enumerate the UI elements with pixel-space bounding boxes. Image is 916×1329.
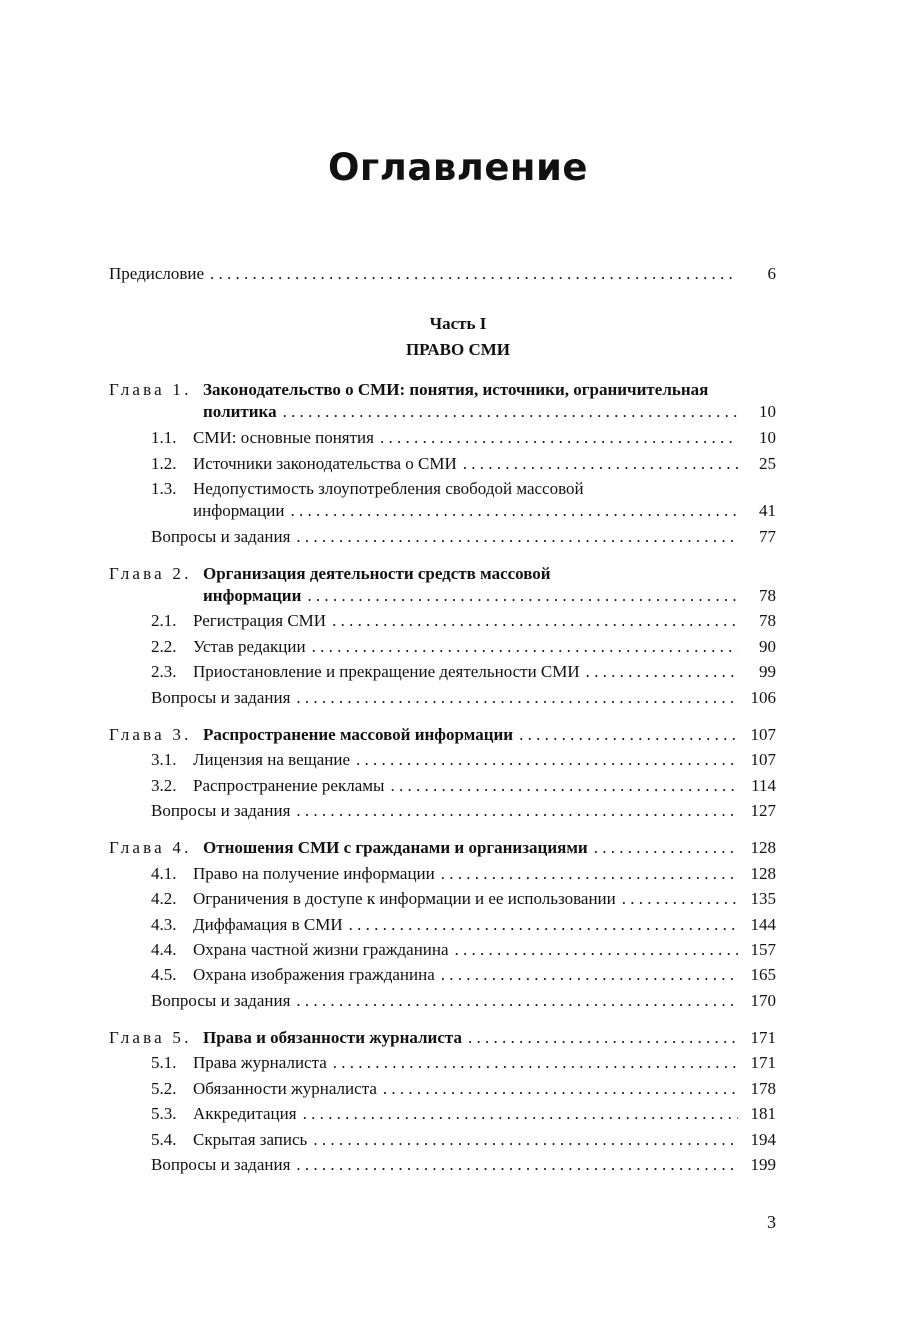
- chapter-3-heading[interactable]: [109, 723, 776, 747]
- toc-section[interactable]: [109, 887, 776, 911]
- chapter-1-heading[interactable]: [109, 378, 776, 402]
- toc-section[interactable]: [109, 426, 776, 450]
- part-label: Часть I: [429, 314, 487, 333]
- dot-leader: [307, 584, 738, 608]
- section-title: Скрытая запись: [193, 1130, 308, 1149]
- toc-section[interactable]: [109, 1128, 776, 1152]
- section-title: Устав редакции: [193, 637, 306, 656]
- chapter-1-heading-cont[interactable]: [109, 400, 776, 424]
- section-num: 5.2.: [151, 1079, 177, 1098]
- dot-leader: [594, 836, 738, 860]
- entry-page: 90: [759, 637, 776, 656]
- entry-page: 144: [750, 915, 776, 934]
- section-num: 4.4.: [151, 940, 177, 959]
- part-title: ПРАВО СМИ: [405, 340, 511, 359]
- dot-leader: [313, 1128, 738, 1152]
- section-num: 4.3.: [151, 915, 177, 934]
- dot-leader: [210, 262, 738, 286]
- chapter-title: Законодательство о СМИ: понятия, источники, ограничительная: [203, 380, 709, 399]
- dot-leader: [296, 989, 738, 1013]
- chapter-label: Глава 3.: [109, 725, 192, 744]
- entry-page: 128: [750, 838, 776, 857]
- section-title: Ограничения в доступе к информации и ее использовании: [193, 889, 616, 908]
- entry-page: 128: [750, 864, 776, 883]
- section-title: Право на получение информации: [193, 864, 435, 883]
- toc-questions[interactable]: [109, 1153, 776, 1177]
- entry-page: 114: [751, 776, 776, 795]
- questions-title: Вопросы и задания: [151, 1155, 291, 1174]
- section-title: Диффамация в СМИ: [193, 915, 343, 934]
- section-num: 4.5.: [151, 965, 177, 984]
- dot-leader: [455, 938, 738, 962]
- questions-title: Вопросы и задания: [151, 688, 291, 707]
- toc-section[interactable]: [109, 1077, 776, 1101]
- entry-page: 171: [750, 1028, 776, 1047]
- dot-leader: [333, 1051, 738, 1075]
- chapter-2-heading[interactable]: [109, 562, 776, 586]
- dot-leader: [441, 862, 738, 886]
- chapter-title: Права и обязанности журналиста: [203, 1028, 462, 1047]
- dot-leader: [349, 913, 738, 937]
- dot-leader: [296, 799, 738, 823]
- entry-page: 25: [759, 454, 776, 473]
- section-num: 2.3.: [151, 662, 177, 681]
- chapter-label: Глава 2.: [109, 564, 192, 583]
- chapter-title-cont: информации: [203, 586, 302, 605]
- entry-page: 106: [750, 688, 776, 707]
- section-title: Лицензия на вещание: [193, 750, 350, 769]
- entry-page: 171: [750, 1053, 776, 1072]
- section-title: СМИ: основные понятия: [193, 428, 374, 447]
- toc-questions[interactable]: [109, 799, 776, 823]
- section-num: 5.1.: [151, 1053, 177, 1072]
- toc-section[interactable]: [109, 913, 776, 937]
- entry-page: 181: [750, 1104, 776, 1123]
- toc-section[interactable]: [109, 862, 776, 886]
- entry-page: 194: [750, 1130, 776, 1149]
- section-title: Регистрация СМИ: [193, 611, 327, 630]
- dot-leader: [468, 1026, 738, 1050]
- toc-section[interactable]: [109, 774, 776, 798]
- chapter-4-heading[interactable]: [109, 836, 776, 860]
- section-num: 5.3.: [151, 1104, 177, 1123]
- dot-leader: [303, 1102, 738, 1126]
- entry-page: 78: [759, 586, 776, 605]
- chapter-title: Отношения СМИ с гражданами и организациями: [203, 838, 588, 857]
- section-title: Распространение рекламы: [193, 776, 385, 795]
- entry-page: 165: [750, 965, 776, 984]
- toc-questions[interactable]: [109, 525, 776, 549]
- section-title: Обязанности журналиста: [193, 1079, 377, 1098]
- entry-page: 10: [759, 428, 776, 447]
- dot-leader: [622, 887, 738, 911]
- dot-leader: [441, 963, 738, 987]
- chapter-5-heading[interactable]: [109, 1026, 776, 1050]
- dot-leader: [312, 635, 738, 659]
- toc-section[interactable]: [109, 477, 776, 501]
- dot-leader: [390, 774, 738, 798]
- section-title: Охрана изображения гражданина: [193, 965, 435, 984]
- dot-leader: [296, 686, 738, 710]
- entry-page: 107: [750, 750, 776, 769]
- toc-section-cont[interactable]: [109, 499, 776, 523]
- chapter-label: Глава 4.: [109, 838, 192, 857]
- chapter-2-heading-cont[interactable]: [109, 584, 776, 608]
- dot-leader: [296, 1153, 738, 1177]
- dot-leader: [380, 426, 738, 450]
- section-num: 3.1.: [151, 750, 177, 769]
- section-title: Приостановление и прекращение деятельности СМИ: [193, 662, 580, 681]
- section-num: 1.1.: [151, 428, 177, 447]
- section-title: Права журналиста: [193, 1053, 327, 1072]
- toc-section[interactable]: [109, 1051, 776, 1075]
- dot-leader: [519, 723, 738, 747]
- entry-title: Предисловие: [109, 264, 205, 283]
- toc-section[interactable]: [109, 609, 776, 633]
- section-title: Недопустимость злоупотребления свободой массовой: [193, 479, 584, 498]
- section-num: 1.3.: [151, 479, 177, 498]
- chapter-label: Глава 5.: [109, 1028, 192, 1047]
- toc-section[interactable]: [109, 963, 776, 987]
- section-num: 5.4.: [151, 1130, 177, 1149]
- section-num: 2.1.: [151, 611, 177, 630]
- toc-section[interactable]: [109, 1102, 776, 1126]
- entry-page: 178: [750, 1079, 776, 1098]
- section-title: Аккредитация: [193, 1104, 297, 1123]
- dot-leader: [356, 748, 738, 772]
- chapter-title-cont: политика: [203, 402, 277, 421]
- chapter-title: Распространение массовой информации: [203, 725, 514, 744]
- chapter-label: Глава 1.: [109, 380, 192, 399]
- toc-section[interactable]: [109, 938, 776, 962]
- chapter-title: Организация деятельности средств массовой: [203, 564, 551, 583]
- entry-page: 41: [759, 501, 776, 520]
- questions-title: Вопросы и задания: [151, 527, 291, 546]
- entry-page: 157: [750, 940, 776, 959]
- entry-page: 78: [759, 611, 776, 630]
- section-title-cont: информации: [193, 501, 285, 520]
- page-number: 3: [767, 1212, 776, 1232]
- entry-page: 6: [767, 264, 776, 283]
- toc-section[interactable]: [109, 748, 776, 772]
- entry-page: 107: [750, 725, 776, 744]
- page-title: Оглавление: [327, 146, 589, 189]
- dot-leader: [290, 499, 738, 523]
- section-num: 3.2.: [151, 776, 177, 795]
- entry-page: 135: [750, 889, 776, 908]
- section-num: 2.2.: [151, 637, 177, 656]
- toc-questions[interactable]: [109, 686, 776, 710]
- section-num: 1.2.: [151, 454, 177, 473]
- toc-questions[interactable]: [109, 989, 776, 1013]
- questions-title: Вопросы и задания: [151, 991, 291, 1010]
- dot-leader: [463, 452, 738, 476]
- questions-title: Вопросы и задания: [151, 801, 291, 820]
- toc-section[interactable]: [109, 635, 776, 659]
- dot-leader: [283, 400, 738, 424]
- dot-leader: [383, 1077, 738, 1101]
- entry-page: 10: [759, 402, 776, 421]
- entry-page: 99: [759, 662, 776, 681]
- entry-page: 199: [750, 1155, 776, 1174]
- section-num: 4.1.: [151, 864, 177, 883]
- toc-entry-preface[interactable]: [109, 262, 776, 286]
- toc-section[interactable]: [109, 660, 776, 684]
- section-title: Источники законодательства о СМИ: [193, 454, 457, 473]
- dot-leader: [296, 525, 738, 549]
- section-num: 4.2.: [151, 889, 177, 908]
- dot-leader: [332, 609, 738, 633]
- entry-page: 127: [750, 801, 776, 820]
- entry-page: 170: [750, 991, 776, 1010]
- section-title: Охрана частной жизни гражданина: [193, 940, 449, 959]
- dot-leader: [586, 660, 738, 684]
- toc-section[interactable]: [109, 452, 776, 476]
- entry-page: 77: [759, 527, 776, 546]
